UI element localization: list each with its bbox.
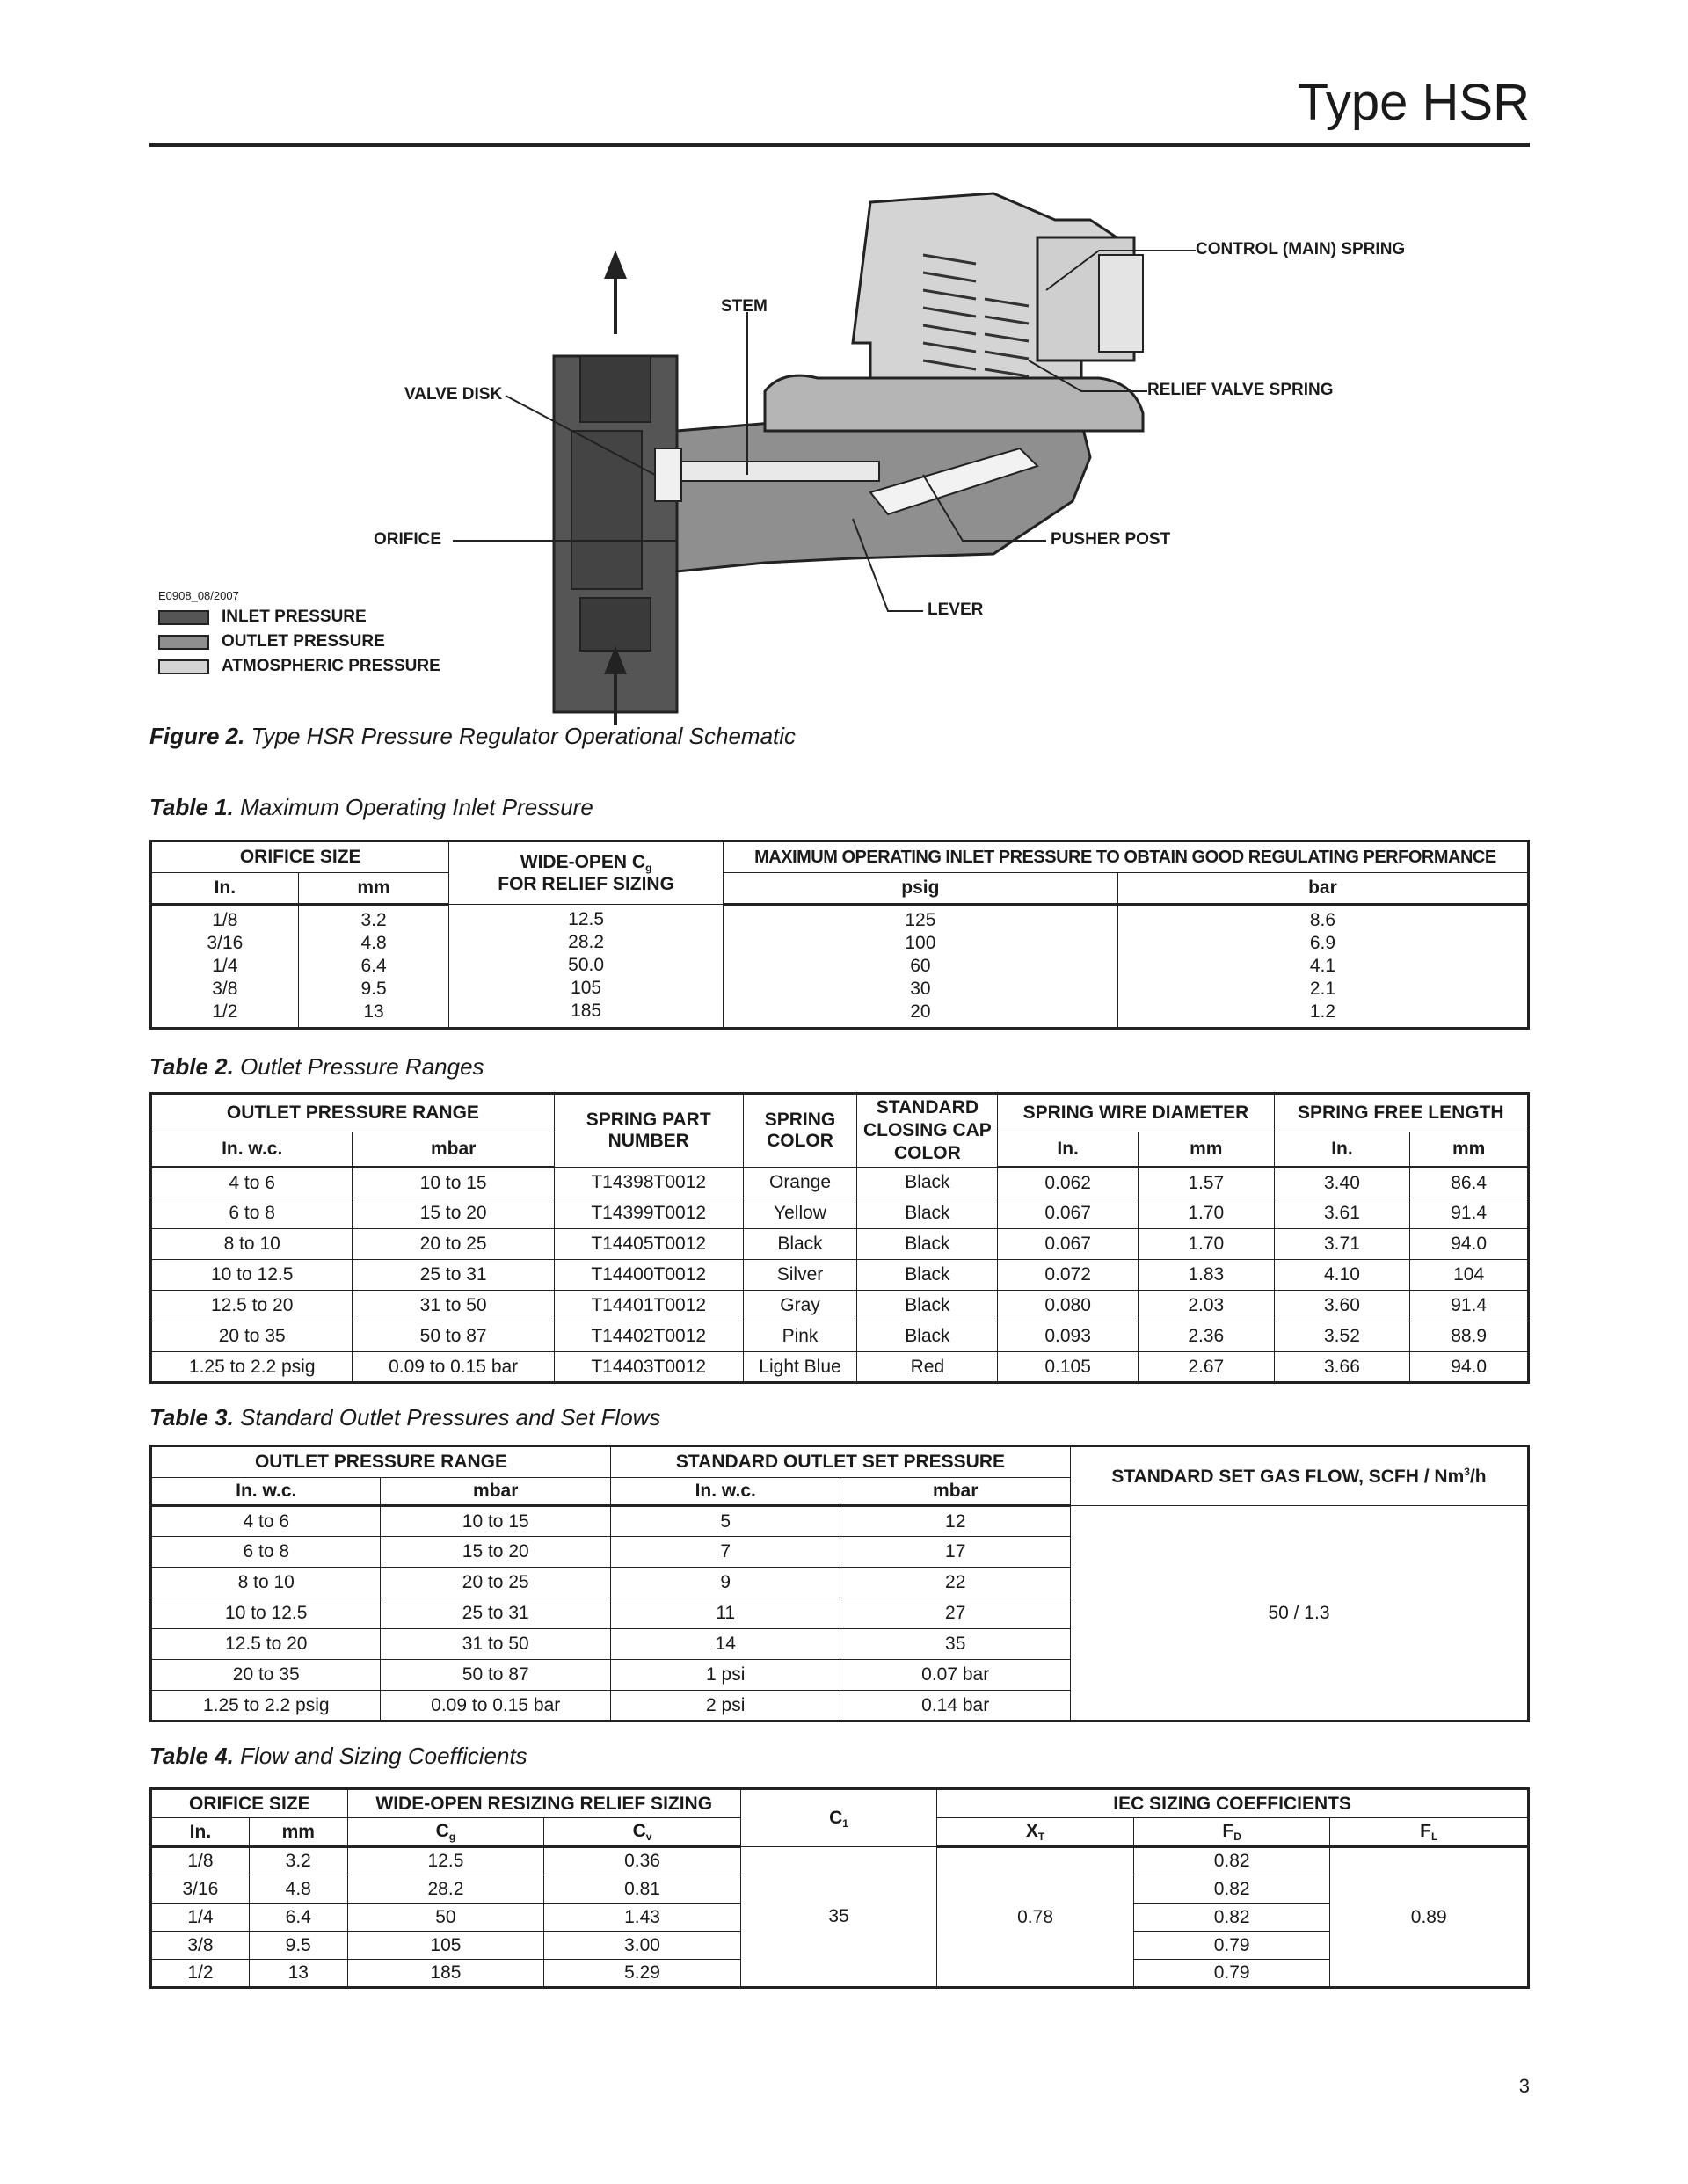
table-cell: 28.2 [568,932,605,952]
table-cell: 9.5 [360,979,387,999]
callout-valve-disk: VALVE DISK [404,385,503,404]
table-cell: 6.9 [1309,933,1336,953]
legend-outlet [158,630,440,654]
xt-value: 0.78 [937,1847,1134,1988]
t1-h-orifice: ORIFICE SIZE [151,841,449,873]
t4-h-fl-main: F [1420,1821,1431,1841]
table-cell: 2.1 [1309,979,1336,999]
t1-h-in: In. [151,873,299,905]
legend-atmospheric [158,654,440,679]
figure-caption-text: Type HSR Pressure Regulator Operational Schematic [244,723,797,749]
table-cell: 10 to 15 [353,1168,554,1198]
table-cell: 0.09 to 0.15 bar [353,1352,554,1383]
table-cell: 1.25 to 2.2 psig [151,1352,353,1383]
valve-disk [655,448,681,501]
table-cell: T14401T0012 [554,1291,743,1321]
t2-h-free-mm: mm [1410,1132,1529,1168]
table-cell: Black [857,1321,998,1352]
inlet-thread-bottom [580,598,651,651]
table-cell: 4.8 [249,1875,347,1904]
table-cell: 0.067 [998,1229,1139,1260]
table-cell: 2.03 [1138,1291,1274,1321]
t1-h-max: MAXIMUM OPERATING INLET PRESSURE TO OBTAIN GOOD REGULATING PERFORMANCE [723,841,1528,873]
table4 [149,1787,1530,1989]
table-cell: 0.79 [1133,1960,1330,1988]
t4-h-mm: mm [249,1818,347,1847]
table-cell: 6 to 8 [151,1537,381,1568]
table-cell: 11 [610,1598,840,1629]
t1-col-bar [1117,905,1528,1029]
table-cell: 28.2 [347,1875,544,1904]
t3-h-flow [1070,1446,1528,1506]
table-cell: 3.61 [1274,1198,1410,1229]
table-cell: 1/2 [151,1960,250,1988]
t4-h-cg-sub: g [448,1831,456,1843]
table-cell: 20 to 25 [353,1229,554,1260]
t4-h-xt-main: X [1025,1821,1038,1841]
table-cell: 7 [610,1537,840,1568]
t3-h-range: OUTLET PRESSURE RANGE [151,1446,611,1478]
table-cell: 15 to 20 [353,1198,554,1229]
table-cell: 5.29 [544,1960,741,1988]
stem [677,462,879,481]
inlet-swatch [158,610,209,625]
diaphragm [765,375,1143,431]
table-cell: 1.25 to 2.2 psig [151,1691,381,1722]
table3-caption-label: Table 3. [149,1404,234,1431]
table-cell: 1/2 [212,1001,238,1022]
table2-caption-text: Outlet Pressure Ranges [233,1053,484,1080]
table-cell: 0.79 [1133,1932,1330,1960]
table-cell: Yellow [743,1198,857,1229]
t2-h-inwc: In. w.c. [151,1132,353,1168]
table-cell: 0.105 [998,1352,1139,1383]
t3-h-set-mbar: mbar [840,1478,1071,1506]
table-row [151,1198,1529,1229]
t2-h-wire-in: In. [998,1132,1139,1168]
table-cell: 1/4 [151,1904,250,1932]
table-row [151,1321,1529,1352]
table2-caption [149,1053,484,1081]
table-cell: 0.14 bar [840,1691,1071,1722]
table-cell: 27 [840,1598,1071,1629]
legend-atmospheric-label: ATMOSPHERIC PRESSURE [222,657,440,675]
table-cell: 2.36 [1138,1321,1274,1352]
t4-h-xt [937,1818,1134,1847]
table-cell: 2 psi [610,1691,840,1722]
table-cell: 4 to 6 [151,1168,353,1198]
table-cell: 4.8 [360,933,387,953]
t1-col-cg [449,905,723,1029]
inlet-chamber [571,431,642,589]
table-cell: Black [857,1291,998,1321]
table-cell: 12.5 to 20 [151,1291,353,1321]
t1-body [151,905,1529,1029]
t2-h-cap: STANDARD CLOSING CAP COLOR [857,1094,998,1168]
page-title: Type HSR [1297,74,1530,131]
table-cell: 20 to 25 [381,1568,611,1598]
table-cell: 31 to 50 [353,1291,554,1321]
table-cell: 6.4 [249,1904,347,1932]
table-cell: 10 to 15 [381,1506,611,1537]
table-cell: 25 to 31 [353,1260,554,1291]
t4-h-cv-sub: v [645,1831,652,1843]
table-cell: 8 to 10 [151,1568,381,1598]
t4-h-cg [347,1818,544,1847]
t1-h-cg-post: FOR RELIEF SIZING [498,873,674,894]
t4-h-orifice: ORIFICE SIZE [151,1789,348,1818]
legend-outlet-label: OUTLET PRESSURE [222,632,385,651]
outlet-swatch [158,635,209,650]
t4-h-iec: IEC SIZING COEFFICIENTS [937,1789,1529,1818]
table-cell: 12.5 [568,909,605,929]
table-cell: 3.66 [1274,1352,1410,1383]
t1-h-bar: bar [1117,873,1528,905]
table-row [151,1352,1529,1383]
table4-caption [149,1743,528,1770]
table-row [151,1291,1529,1321]
t2-h-free: SPRING FREE LENGTH [1274,1094,1528,1132]
table-cell: Gray [743,1291,857,1321]
table-cell: T14399T0012 [554,1198,743,1229]
table-cell: T14405T0012 [554,1229,743,1260]
t3-h-flow-post: /h [1469,1466,1487,1487]
table-cell: 12 [840,1506,1071,1537]
table-cell: 185 [347,1960,544,1988]
table-cell: 1.83 [1138,1260,1274,1291]
callout-lever: LEVER [928,601,984,619]
t1-h-cg [449,841,723,905]
fl-value: 0.89 [1330,1847,1529,1988]
table-cell: 17 [840,1537,1071,1568]
t2-h-part: SPRING PART NUMBER [554,1094,743,1168]
t2-h-wire-mm: mm [1138,1132,1274,1168]
table-cell: 0.82 [1133,1875,1330,1904]
atmospheric-swatch [158,659,209,674]
table-cell: 10 to 12.5 [151,1598,381,1629]
table-cell: 13 [363,1001,384,1022]
t2-h-wire: SPRING WIRE DIAMETER [998,1094,1274,1132]
t2-h-range: OUTLET PRESSURE RANGE [151,1094,555,1132]
t4-h-xt-sub: T [1037,1831,1045,1843]
table-cell: 0.080 [998,1291,1139,1321]
t1-col-in [151,905,299,1029]
table-cell: Red [857,1352,998,1383]
table-row [151,1229,1529,1260]
t3-h-flow-pre: STANDARD SET GAS FLOW, SCFH / Nm [1111,1466,1465,1487]
table-cell: 3.60 [1274,1291,1410,1321]
table-cell: 8.6 [1309,910,1336,930]
table-cell: 8 to 10 [151,1229,353,1260]
t1-h-cg-pre: WIDE-OPEN C [520,851,646,872]
table-cell: 104 [1410,1260,1529,1291]
table-cell: 1.70 [1138,1198,1274,1229]
page-number: 3 [1518,2075,1530,2097]
t4-h-fl [1330,1818,1529,1847]
legend-inlet [158,605,440,630]
t1-col-mm [298,905,449,1029]
table-cell: 88.9 [1410,1321,1529,1352]
table-row [151,1847,1529,1875]
table-cell: 4.10 [1274,1260,1410,1291]
t1-col-psig [723,905,1117,1029]
t1-h-mm: mm [298,873,449,905]
table-cell: Black [743,1229,857,1260]
table-cell: 0.82 [1133,1904,1330,1932]
t4-h-c1-sub: 1 [842,1816,848,1830]
table3-caption-text: Standard Outlet Pressures and Set Flows [233,1404,661,1431]
table-cell: Orange [743,1168,857,1198]
table-cell: 0.82 [1133,1847,1330,1875]
table-cell: 4.1 [1309,956,1336,976]
table-cell: 5 [610,1506,840,1537]
table2 [149,1092,1530,1384]
t3-h-set: STANDARD OUTLET SET PRESSURE [610,1446,1070,1478]
table-cell: 0.067 [998,1198,1139,1229]
table-cell: 94.0 [1410,1352,1529,1383]
table-cell: 0.062 [998,1168,1139,1198]
table-cell: Black [857,1198,998,1229]
t2-h-free-in: In. [1274,1132,1410,1168]
t3-body [151,1506,1529,1722]
table-cell: 1.43 [544,1904,741,1932]
table-cell: 3.00 [544,1932,741,1960]
pressure-legend [158,605,440,679]
table1 [149,840,1530,1030]
callout-stem: STEM [721,297,768,316]
t2-h-mbar: mbar [353,1132,554,1168]
table-cell: 2.67 [1138,1352,1274,1383]
table3 [149,1445,1530,1722]
table-cell: 1.70 [1138,1229,1274,1260]
figure-code: E0908_08/2007 [158,589,239,602]
table-cell: 13 [249,1960,347,1988]
inlet-thread-top [580,356,651,422]
table3-caption [149,1404,660,1431]
callout-relief-spring: RELIEF VALVE SPRING [1147,381,1334,399]
t4-h-fd-sub: D [1233,1831,1241,1843]
callout-pusher-post: PUSHER POST [1051,530,1171,549]
callout-control-spring: CONTROL (MAIN) SPRING [1196,240,1406,258]
table-cell: 3/8 [151,1932,250,1960]
t4-h-in: In. [151,1818,250,1847]
table-cell: 25 to 31 [381,1598,611,1629]
table-cell: 50 [347,1904,544,1932]
table-cell: 1 psi [610,1660,840,1691]
table-cell: 86.4 [1410,1168,1529,1198]
table-cell: 185 [571,1001,602,1021]
table-cell: 14 [610,1629,840,1660]
table-cell: 3.71 [1274,1229,1410,1260]
figure-caption-label: Figure 2. [149,723,245,749]
table-cell: Black [857,1168,998,1198]
table-cell: 20 to 35 [151,1321,353,1352]
table-cell: 125 [905,910,936,930]
legend-inlet-label: INLET PRESSURE [222,608,367,626]
table-cell: 9 [610,1568,840,1598]
flow-value: 50 / 1.3 [1070,1506,1528,1722]
table-cell: 1/4 [212,956,238,976]
table-cell: 22 [840,1568,1071,1598]
table-cell: 50 to 87 [353,1321,554,1352]
table-cell: 3.2 [249,1847,347,1875]
table-cell: 50 to 87 [381,1660,611,1691]
table-cell: 0.093 [998,1321,1139,1352]
table2-caption-label: Table 2. [149,1053,234,1080]
table-cell: 0.072 [998,1260,1139,1291]
table-cell: 9.5 [249,1932,347,1960]
table-cell: 1.2 [1309,1001,1336,1022]
table-cell: 20 [910,1001,931,1022]
t4-h-c1-main: C [829,1807,843,1828]
table-cell: 91.4 [1410,1291,1529,1321]
t4-h-cg-main: C [435,1821,449,1841]
table-cell: 105 [571,978,602,998]
t4-h-cv [544,1818,741,1847]
t4-h-c1 [740,1789,937,1847]
table-cell: T14403T0012 [554,1352,743,1383]
figure-caption [149,723,796,750]
closing-cap [1099,255,1143,352]
table-cell: T14398T0012 [554,1168,743,1198]
table-cell: 6 to 8 [151,1198,353,1229]
table-cell: 100 [905,933,936,953]
table4-caption-label: Table 4. [149,1743,234,1769]
table-row [151,1260,1529,1291]
table-cell: 30 [910,979,931,999]
table-cell: 3/16 [151,1875,250,1904]
t3-h-range-mbar: mbar [381,1478,611,1506]
table-cell: Light Blue [743,1352,857,1383]
table-cell: 0.81 [544,1875,741,1904]
table-cell: 0.09 to 0.15 bar [381,1691,611,1722]
c1-value: 35 [740,1847,937,1988]
table1-caption [149,794,593,821]
table-cell: 20 to 35 [151,1660,381,1691]
t2-body [151,1168,1529,1383]
table-cell: 1/8 [212,910,238,930]
table-cell: 6.4 [360,956,387,976]
t4-body [151,1847,1529,1988]
table-cell: 3.40 [1274,1168,1410,1198]
t3-h-range-inwc: In. w.c. [151,1478,381,1506]
table-row [151,1168,1529,1198]
table-cell: 31 to 50 [381,1629,611,1660]
table-cell: 60 [910,956,931,976]
table-cell: T14402T0012 [554,1321,743,1352]
table-cell: Black [857,1260,998,1291]
t4-h-cv-main: C [632,1821,646,1841]
t4-h-fl-sub: L [1430,1831,1438,1843]
table-cell: 50.0 [568,955,605,975]
t1-h-cg-sub: g [645,861,652,874]
table1-caption-label: Table 1. [149,794,234,820]
t2-h-color: SPRING COLOR [743,1094,857,1168]
table-cell: 3.52 [1274,1321,1410,1352]
table-cell: 12.5 [347,1847,544,1875]
t4-h-fd [1133,1818,1330,1847]
table-cell: 105 [347,1932,544,1960]
table4-caption-text: Flow and Sizing Coefficients [233,1743,528,1769]
table-cell: 1/8 [151,1847,250,1875]
table-cell: 3.2 [360,910,387,930]
table1-caption-text: Maximum Operating Inlet Pressure [233,794,593,820]
table-cell: 0.36 [544,1847,741,1875]
table-cell: 3/8 [212,979,238,999]
t3-h-set-inwc: In. w.c. [610,1478,840,1506]
table-row [151,1506,1529,1537]
t4-h-wide: WIDE-OPEN RESIZING RELIEF SIZING [347,1789,740,1818]
callout-orifice: ORIFICE [374,530,442,549]
title-rule [149,143,1530,147]
table-cell: T14400T0012 [554,1260,743,1291]
table-cell: 4 to 6 [151,1506,381,1537]
table-cell: Pink [743,1321,857,1352]
t3-h-flow-sup: 3 [1464,1465,1470,1478]
t1-h-psig: psig [723,873,1117,905]
t4-h-fd-main: F [1222,1821,1234,1841]
table-cell: 0.07 bar [840,1660,1071,1691]
table-cell: 12.5 to 20 [151,1629,381,1660]
table-cell: 1.57 [1138,1168,1274,1198]
table-cell: 91.4 [1410,1198,1529,1229]
table-cell: 15 to 20 [381,1537,611,1568]
table-cell: 35 [840,1629,1071,1660]
table-cell: 10 to 12.5 [151,1260,353,1291]
table-cell: Silver [743,1260,857,1291]
table-cell: 94.0 [1410,1229,1529,1260]
table-cell: Black [857,1229,998,1260]
table-cell: 3/16 [207,933,244,953]
